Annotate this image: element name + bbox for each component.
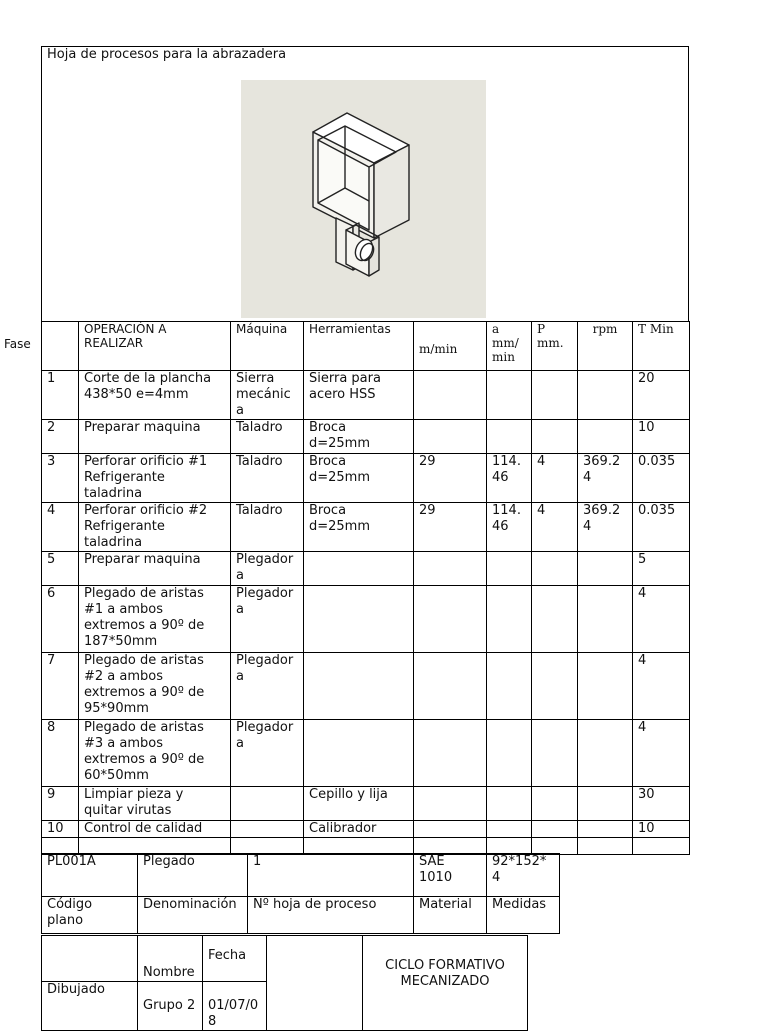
- maquina-cell: Taladro: [231, 454, 304, 503]
- maquina-cell: [231, 787, 304, 821]
- vc-cell: [414, 838, 487, 855]
- fase-number: 7: [42, 653, 79, 720]
- p-cell: [532, 371, 578, 420]
- herramientas-cell: Broca d=25mm: [304, 503, 414, 552]
- herramientas-cell: [304, 653, 414, 720]
- herramientas-cell: [304, 720, 414, 787]
- rpm-cell: 369.24: [578, 503, 633, 552]
- p-cell: [532, 586, 578, 653]
- bracket-clamp-icon: [241, 80, 486, 318]
- p-cell: 4: [532, 454, 578, 503]
- table-row: [42, 787, 690, 821]
- codigo-plano-value: PL001A: [42, 854, 138, 897]
- header-vc: [414, 322, 487, 371]
- vc-cell: 29: [414, 454, 487, 503]
- fase-number: 8: [42, 720, 79, 787]
- vc-cell: [414, 787, 487, 821]
- header-a: [487, 322, 532, 371]
- table-row: [42, 821, 690, 838]
- operacion-cell: Corte de la plancha 438*50 e=4mm: [79, 371, 231, 420]
- fase-number: 6: [42, 586, 79, 653]
- maquina-cell: [231, 838, 304, 855]
- herramientas-cell: Calibrador: [304, 821, 414, 838]
- fase-label: Fase: [4, 337, 31, 351]
- t-cell: 4: [633, 586, 690, 653]
- p-cell: [532, 821, 578, 838]
- t-cell: 20: [633, 371, 690, 420]
- nombre-label: Nombre: [138, 936, 203, 982]
- rpm-cell: [578, 371, 633, 420]
- vc-cell: [414, 720, 487, 787]
- maquina-cell: Taladro: [231, 420, 304, 454]
- maquina-cell: Sierra mecánica: [231, 371, 304, 420]
- sheet-title: Hoja de procesos para la abrazadera: [47, 47, 287, 62]
- herramientas-cell: [304, 838, 414, 855]
- fase-number: 3: [42, 454, 79, 503]
- table-row: [42, 552, 690, 586]
- header-herramientas: Herramientas: [304, 322, 414, 371]
- a-cell: 114.46: [487, 454, 532, 503]
- p-cell: [532, 552, 578, 586]
- p-cell: 4: [532, 503, 578, 552]
- vc-cell: [414, 552, 487, 586]
- product-image: [241, 80, 486, 318]
- rpm-cell: [578, 420, 633, 454]
- rpm-cell: [578, 653, 633, 720]
- t-cell: 10: [633, 821, 690, 838]
- herramientas-cell: [304, 586, 414, 653]
- operacion-cell: Plegado de aristas #2 a ambos extremos a 90º de 95*90mm: [79, 653, 231, 720]
- operacion-cell: Plegado de aristas #1 a ambos extremos a 90º de 187*50mm: [79, 586, 231, 653]
- operacion-cell: Preparar maquina: [79, 552, 231, 586]
- header-rpm: rpm: [578, 322, 633, 371]
- table-row: [42, 720, 690, 787]
- vc-cell: [414, 420, 487, 454]
- t-cell: 0.035: [633, 503, 690, 552]
- header-p: P mm.: [532, 322, 578, 371]
- material-label: Material: [414, 897, 487, 934]
- table-header-row: [42, 322, 690, 371]
- footer-values-row: [42, 854, 560, 897]
- table-row: [42, 838, 690, 855]
- herramientas-cell: Sierra para acero HSS: [304, 371, 414, 420]
- a-cell: [487, 720, 532, 787]
- herramientas-cell: [304, 552, 414, 586]
- rpm-cell: [578, 552, 633, 586]
- maquina-cell: Taladro: [231, 503, 304, 552]
- fase-number: 5: [42, 552, 79, 586]
- material-value: SAE 1010: [414, 854, 487, 897]
- a-cell: [487, 371, 532, 420]
- fase-number: 10: [42, 821, 79, 838]
- a-cell: [487, 787, 532, 821]
- vc-cell: [414, 821, 487, 838]
- a-cell: 114.46: [487, 503, 532, 552]
- vc-cell: [414, 653, 487, 720]
- t-cell: 5: [633, 552, 690, 586]
- p-cell: [532, 787, 578, 821]
- p-cell: [532, 720, 578, 787]
- header-vc-text: m/min: [419, 342, 458, 356]
- operacion-cell: [79, 838, 231, 855]
- fase-number: [42, 838, 79, 855]
- fecha-value: 01/07/08: [203, 982, 267, 1031]
- t-cell: 10: [633, 420, 690, 454]
- signature-empty-cell: [42, 936, 138, 982]
- vc-cell: [414, 371, 487, 420]
- p-cell: [532, 420, 578, 454]
- operacion-cell: Perforar orificio #1 Refrigerante taladrina: [79, 454, 231, 503]
- herramientas-cell: Cepillo y lija: [304, 787, 414, 821]
- table-row: [42, 371, 690, 420]
- operacion-cell: Preparar maquina: [79, 420, 231, 454]
- table-row: [42, 653, 690, 720]
- header-t: T Min: [633, 322, 690, 371]
- maquina-cell: Plegadora: [231, 586, 304, 653]
- fecha-label: Fecha: [203, 936, 267, 982]
- denominacion-value: Plegado: [138, 854, 248, 897]
- maquina-cell: Plegadora: [231, 653, 304, 720]
- n-hoja-label: Nº hoja de proceso: [248, 897, 414, 934]
- table-row: [42, 586, 690, 653]
- footer-table: [41, 853, 560, 934]
- a-cell: [487, 821, 532, 838]
- denominacion-label: Denominación: [138, 897, 248, 934]
- dibujado-label: Dibujado: [42, 982, 138, 1031]
- rpm-cell: [578, 821, 633, 838]
- grupo-value: Grupo 2: [138, 982, 203, 1031]
- rpm-cell: 369.24: [578, 454, 633, 503]
- table-row: [42, 454, 690, 503]
- herramientas-cell: Broca d=25mm: [304, 420, 414, 454]
- p-cell: [532, 838, 578, 855]
- t-cell: [633, 838, 690, 855]
- vc-cell: [414, 586, 487, 653]
- maquina-cell: Plegadora: [231, 720, 304, 787]
- signature-blank: [267, 936, 363, 1031]
- maquina-cell: Plegadora: [231, 552, 304, 586]
- header-a-text: a mm/ min: [492, 322, 519, 364]
- operacion-cell: Perforar orificio #2 Refrigerante taladrina: [79, 503, 231, 552]
- maquina-cell: [231, 821, 304, 838]
- signature-table: [41, 935, 528, 1031]
- t-cell: 4: [633, 653, 690, 720]
- medidas-value: 92*152*4: [487, 854, 560, 897]
- t-cell: 30: [633, 787, 690, 821]
- rpm-cell: [578, 720, 633, 787]
- fase-number: 4: [42, 503, 79, 552]
- operacion-cell: Plegado de aristas #3 a ambos extremos a 90º de 60*50mm: [79, 720, 231, 787]
- header-maquina: Máquina: [231, 322, 304, 371]
- codigo-plano-label: Código plano: [42, 897, 138, 934]
- a-cell: [487, 420, 532, 454]
- process-table: [41, 321, 690, 855]
- rpm-cell: [578, 787, 633, 821]
- medidas-label: Medidas: [487, 897, 560, 934]
- table-row: [42, 503, 690, 552]
- n-hoja-value: 1: [248, 854, 414, 897]
- rpm-cell: [578, 586, 633, 653]
- herramientas-cell: Broca d=25mm: [304, 454, 414, 503]
- header-operacion: OPERACIÓN A REALIZAR: [79, 322, 231, 371]
- p-cell: [532, 653, 578, 720]
- a-cell: [487, 653, 532, 720]
- header-fase: [42, 322, 79, 371]
- operacion-cell: Limpiar pieza y quitar virutas: [79, 787, 231, 821]
- footer-labels-row: [42, 897, 560, 934]
- a-cell: [487, 586, 532, 653]
- vc-cell: 29: [414, 503, 487, 552]
- a-cell: [487, 552, 532, 586]
- table-row: [42, 420, 690, 454]
- signature-row-top: [42, 936, 528, 982]
- operacion-cell: Control de calidad: [79, 821, 231, 838]
- t-cell: 4: [633, 720, 690, 787]
- a-cell: [487, 838, 532, 855]
- fase-number: 2: [42, 420, 79, 454]
- fase-number: 9: [42, 787, 79, 821]
- fase-number: 1: [42, 371, 79, 420]
- t-cell: 0.035: [633, 454, 690, 503]
- rpm-cell: [578, 838, 633, 855]
- ciclo-formativo: CICLO FORMATIVO MECANIZADO: [363, 936, 528, 1031]
